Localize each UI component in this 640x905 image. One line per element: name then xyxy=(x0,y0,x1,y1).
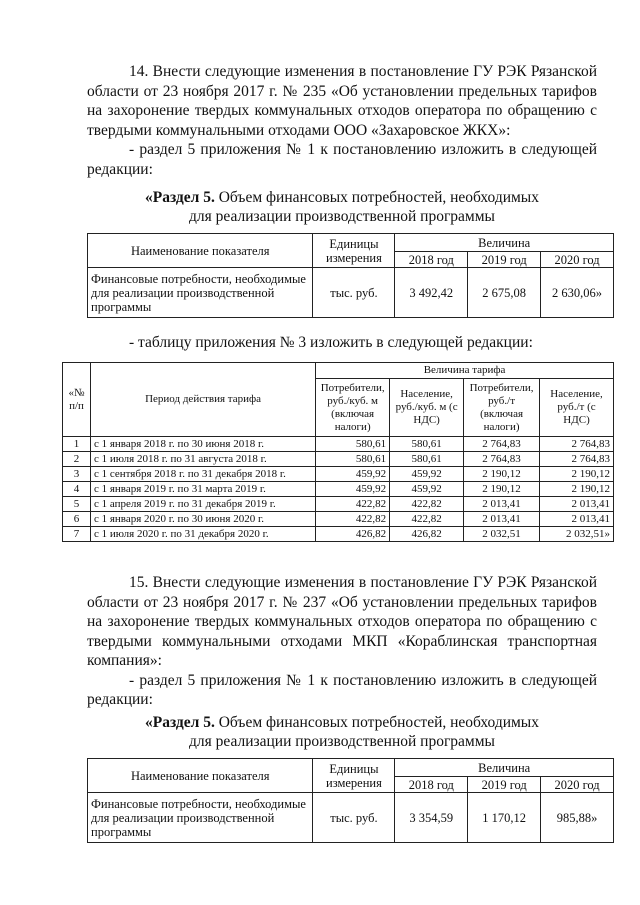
row-period: с 1 апреля 2019 г. по 31 декабря 2019 г. xyxy=(90,497,315,512)
section-14-intro: 14. Внести следующие изменения в постановление ГУ РЭК Рязанской области от 23 ноября 2017 г. № 235 «Об установлении предельных тарифов на захоронение твердых коммунальных отходов оператора по обращению с твердыми коммунальными отходами ООО «Захаровское ЖКХ»: xyxy=(87,63,597,139)
row-num: 7 xyxy=(63,527,91,542)
section-14-text xyxy=(87,62,597,179)
row-period: с 1 января 2020 г. по 30 июня 2020 г. xyxy=(90,512,315,527)
row-value: 459,92 xyxy=(316,482,390,497)
col-year-2018: 2018 год xyxy=(395,777,468,793)
row-num: 1 xyxy=(63,437,91,452)
section-14-heading-line2: для реализации производственной программы xyxy=(189,208,495,225)
row-value: 426,82 xyxy=(316,527,390,542)
row-value: 2 190,12 xyxy=(464,482,540,497)
table-row xyxy=(63,467,614,482)
table-row xyxy=(63,482,614,497)
row-period: с 1 июля 2020 г. по 31 декабря 2020 г. xyxy=(90,527,315,542)
row-num: 3 xyxy=(63,467,91,482)
row-value: 422,82 xyxy=(390,497,464,512)
tariff-table xyxy=(62,362,614,542)
col-header-units: Единицы измерения xyxy=(313,759,395,793)
row-value-2020: 985,88» xyxy=(541,793,614,843)
col-header-num: «№ п/п xyxy=(63,363,91,437)
row-value: 422,82 xyxy=(316,512,390,527)
row-value: 2 013,41 xyxy=(540,497,614,512)
row-label: Финансовые потребности, необходимые для реализации производственной программы xyxy=(88,793,313,843)
row-num: 4 xyxy=(63,482,91,497)
row-value: 2 764,83 xyxy=(540,437,614,452)
row-value: 2 190,12 xyxy=(540,467,614,482)
row-value: 580,61 xyxy=(390,452,464,467)
subcol-population-t: Население, руб./т (с НДС) xyxy=(540,379,614,437)
section-14-heading-bold: «Раздел 5. xyxy=(145,189,215,206)
row-value: 2 190,12 xyxy=(464,467,540,482)
row-value-2018: 3 492,42 xyxy=(395,268,468,318)
row-value-2020: 2 630,06» xyxy=(541,268,614,318)
row-value: 2 764,83 xyxy=(464,437,540,452)
row-value-2018: 3 354,59 xyxy=(395,793,468,843)
section-15-finance-table xyxy=(87,758,614,843)
col-year-2018: 2018 год xyxy=(395,252,468,268)
section-15-heading xyxy=(87,713,597,751)
row-num: 2 xyxy=(63,452,91,467)
section-14-heading xyxy=(87,188,597,226)
row-value: 580,61 xyxy=(316,452,390,467)
col-header-name: Наименование показателя xyxy=(88,234,313,268)
subcol-population-m3: Население, руб./куб. м (с НДС) xyxy=(390,379,464,437)
col-year-2019: 2019 год xyxy=(468,777,541,793)
section-15-heading-bold: «Раздел 5. xyxy=(145,714,215,731)
table-3-intro-block xyxy=(87,333,597,353)
row-value: 459,92 xyxy=(316,467,390,482)
col-year-2020: 2020 год xyxy=(541,252,614,268)
row-value: 2 013,41 xyxy=(540,512,614,527)
row-value: 459,92 xyxy=(390,482,464,497)
row-period: с 1 января 2019 г. по 31 марта 2019 г. xyxy=(90,482,315,497)
col-header-units: Единицы измерения xyxy=(313,234,395,268)
table-row xyxy=(63,527,614,542)
table-row xyxy=(63,437,614,452)
row-num: 5 xyxy=(63,497,91,512)
row-period: с 1 сентября 2018 г. по 31 декабря 2018 г. xyxy=(90,467,315,482)
table-row xyxy=(63,497,614,512)
row-value: 2 190,12 xyxy=(540,482,614,497)
row-value: 426,82 xyxy=(390,527,464,542)
row-value-2019: 1 170,12 xyxy=(468,793,541,843)
table-row xyxy=(63,452,614,467)
section-15-instruction: - раздел 5 приложения № 1 к постановлению изложить в следующей редакции: xyxy=(87,671,597,708)
section-14-finance-table xyxy=(87,233,614,318)
section-14-heading-rest: Объем финансовых потребностей, необходимых xyxy=(214,189,539,206)
col-header-value: Величина xyxy=(395,234,614,252)
row-value: 2 013,41 xyxy=(464,512,540,527)
section-15-intro: 15. Внести следующие изменения в постановление ГУ РЭК Рязанской области от 23 ноября 2017 г. № 237 «Об установлении предельных тарифов на захоронение твердых коммунальных отходов оператора по обращению с твердыми коммунальными отходами МКП «Кораблинская транспортная компания»: xyxy=(87,574,597,669)
section-14-instruction: - раздел 5 приложения № 1 к постановлению изложить в следующей редакции: xyxy=(87,141,597,178)
row-value: 2 764,83 xyxy=(540,452,614,467)
row-label: Финансовые потребности, необходимые для реализации производственной программы xyxy=(88,268,313,318)
col-year-2020: 2020 год xyxy=(541,777,614,793)
col-header-period: Период действия тарифа xyxy=(90,363,315,437)
row-value: 580,61 xyxy=(390,437,464,452)
table-3-intro: - таблицу приложения № 3 изложить в следующей редакции: xyxy=(129,334,533,351)
row-value: 459,92 xyxy=(390,467,464,482)
col-year-2019: 2019 год xyxy=(468,252,541,268)
section-15-heading-rest: Объем финансовых потребностей, необходимых xyxy=(214,714,539,731)
row-period: с 1 января 2018 г. по 30 июня 2018 г. xyxy=(90,437,315,452)
table-row xyxy=(63,512,614,527)
col-header-tariff: Величина тарифа xyxy=(316,363,614,379)
row-num: 6 xyxy=(63,512,91,527)
subcol-consumers-m3: Потребители, руб./куб. м (включая налоги) xyxy=(316,379,390,437)
row-units: тыс. руб. xyxy=(313,793,395,843)
row-value-2019: 2 675,08 xyxy=(468,268,541,318)
row-value: 2 013,41 xyxy=(464,497,540,512)
row-value: 580,61 xyxy=(316,437,390,452)
row-value: 2 764,83 xyxy=(464,452,540,467)
row-value: 422,82 xyxy=(390,512,464,527)
row-units: тыс. руб. xyxy=(313,268,395,318)
row-period: с 1 июля 2018 г. по 31 августа 2018 г. xyxy=(90,452,315,467)
row-value: 422,82 xyxy=(316,497,390,512)
section-15-text xyxy=(87,573,597,710)
col-header-name: Наименование показателя xyxy=(88,759,313,793)
col-header-value: Величина xyxy=(395,759,614,777)
row-value: 2 032,51 xyxy=(464,527,540,542)
section-15-heading-line2: для реализации производственной программы xyxy=(189,733,495,750)
subcol-consumers-t: Потребители, руб./т (включая налоги) xyxy=(464,379,540,437)
row-value: 2 032,51» xyxy=(540,527,614,542)
